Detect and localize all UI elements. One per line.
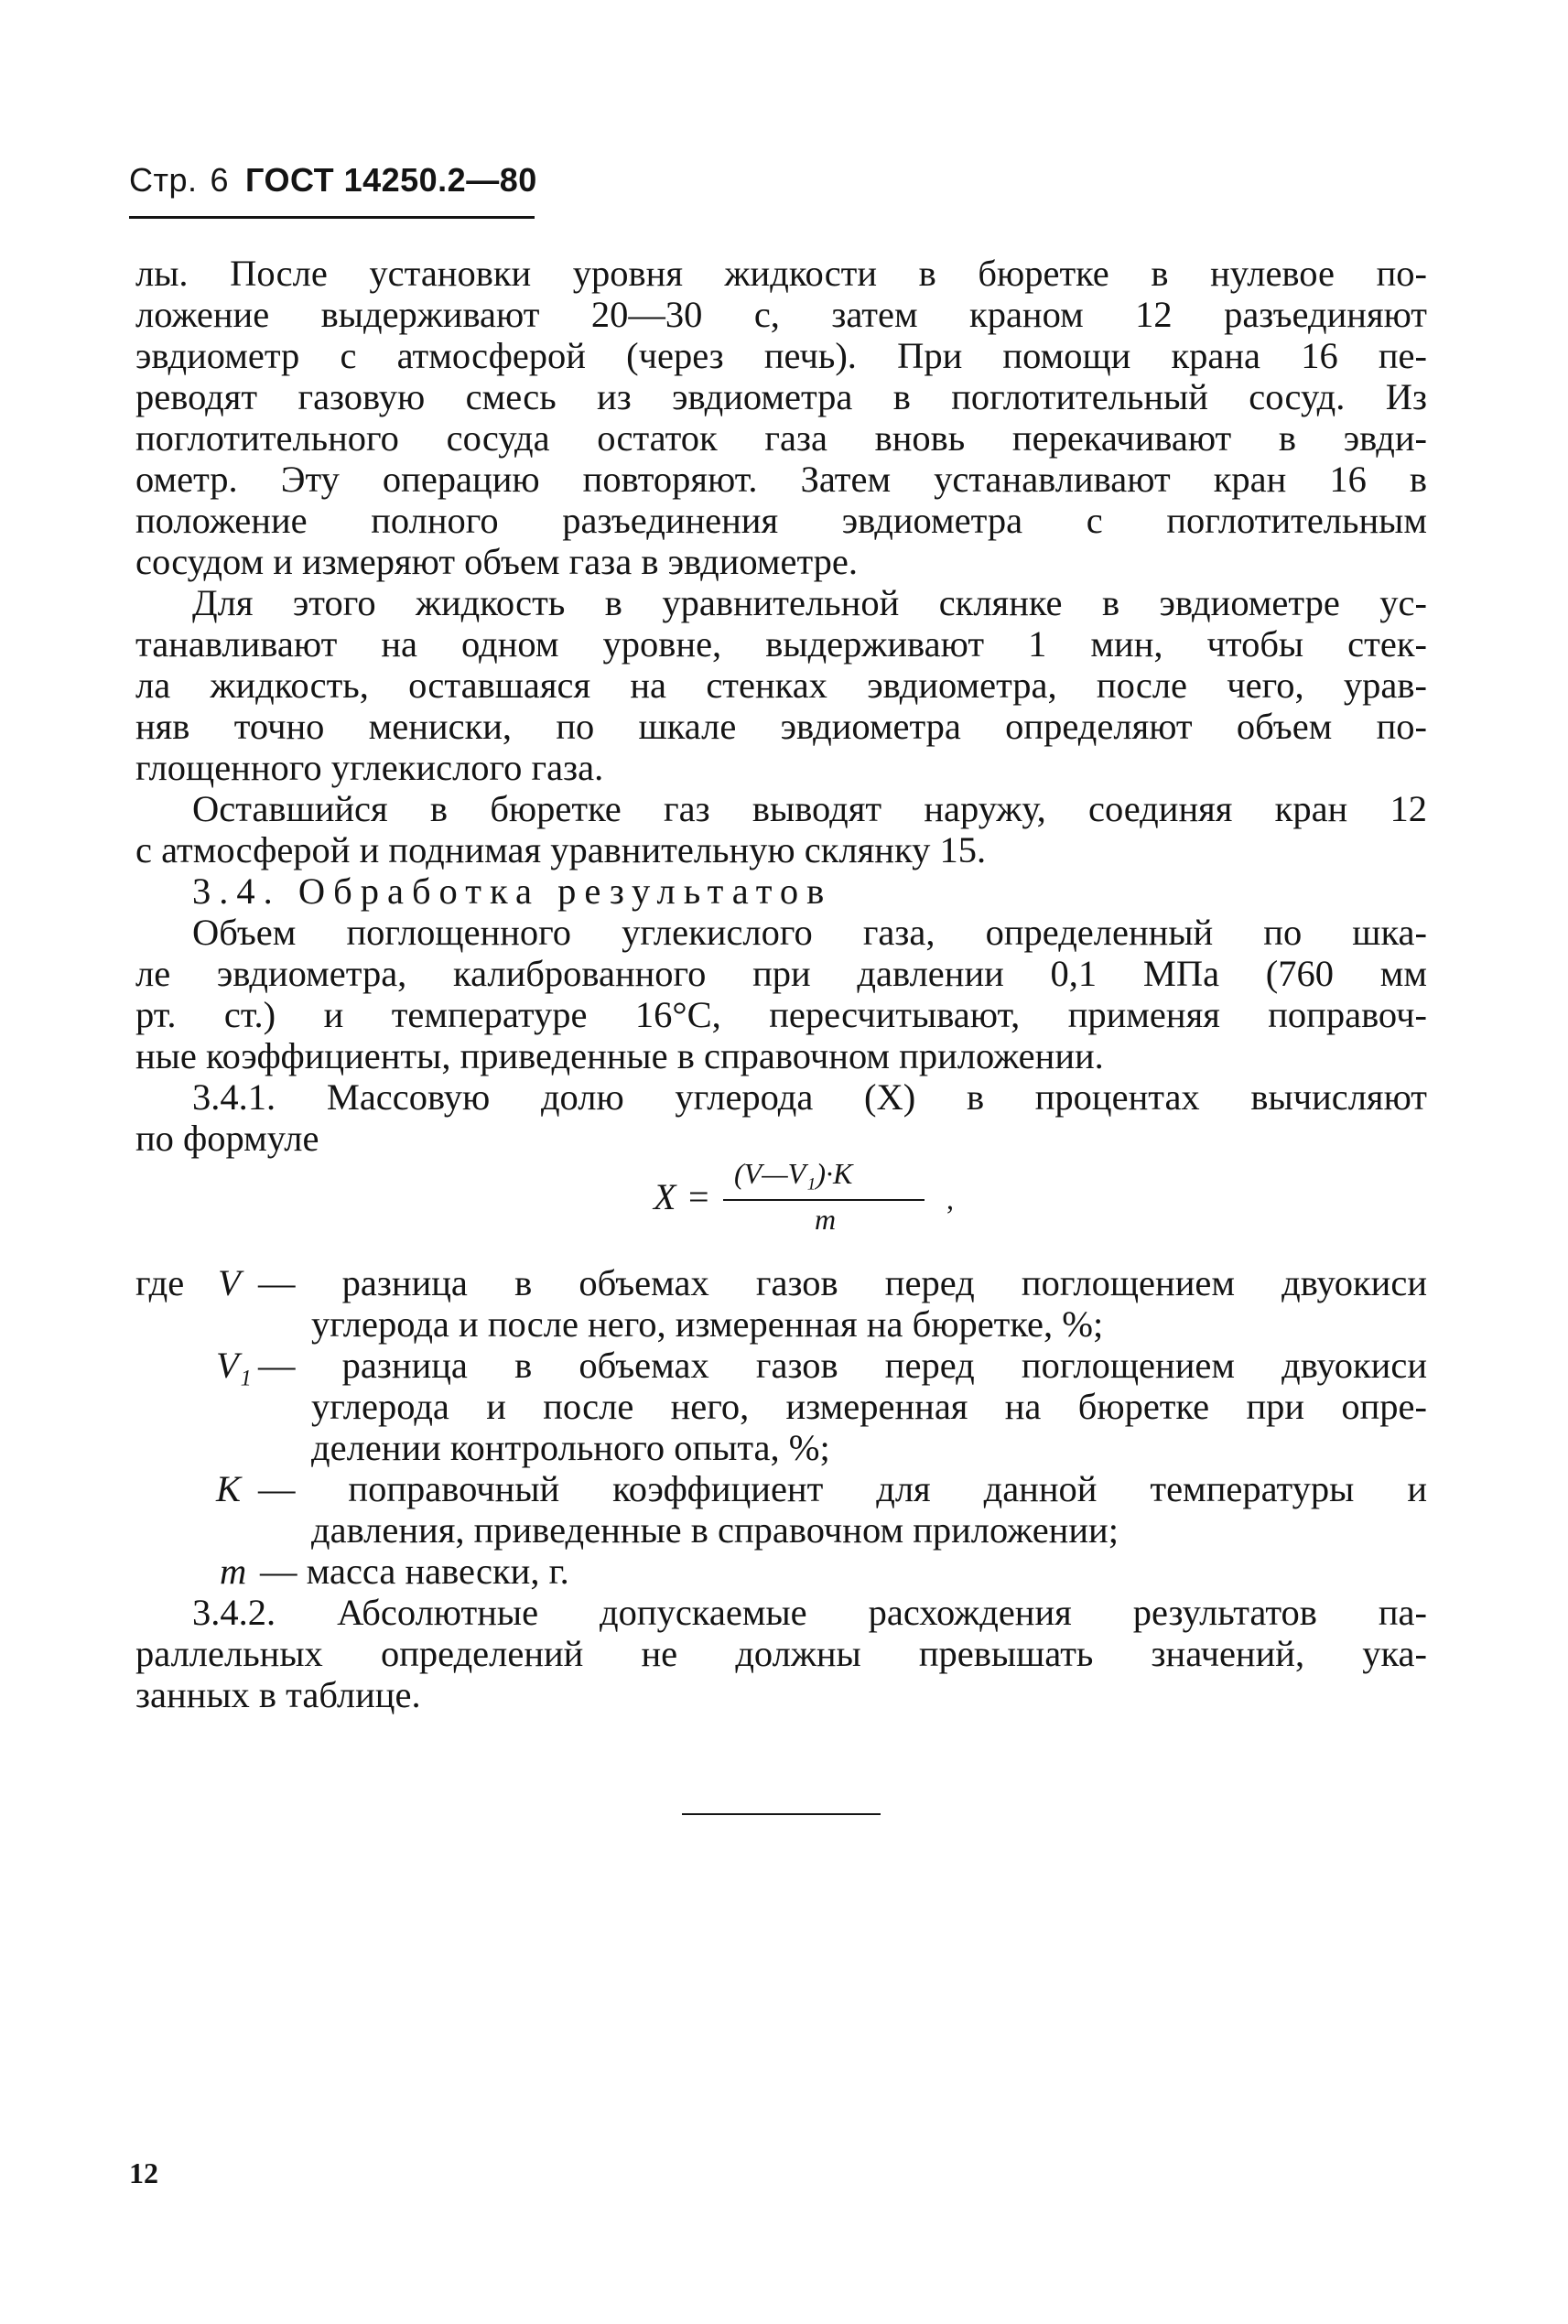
definition-line: делении контрольного опыта, %; xyxy=(311,1427,830,1468)
standard-designation: ГОСТ 14250.2—80 xyxy=(245,161,537,199)
definition-line: углерода и после него, измеренная на бюретке, %; xyxy=(311,1303,1104,1345)
text-line: глощенного углекислого газа. xyxy=(135,747,604,788)
symbol-v: V xyxy=(218,1262,241,1303)
formula-numerator: (V—V₁)·K xyxy=(734,1157,853,1190)
definitions-intro: где xyxy=(135,1262,185,1303)
text-line: раллельных определений не должны превышать значений, ука- xyxy=(135,1633,1427,1674)
footer-page-number: 12 xyxy=(129,2156,158,2189)
header-rule xyxy=(129,216,535,219)
text-line: Объем поглощенного углекислого газа, определенный по шка- xyxy=(192,912,1427,953)
text-line: Для этого жидкость в уравнительной склянке в эвдиометре ус- xyxy=(192,582,1427,623)
end-rule xyxy=(682,1813,881,1815)
definition-line: давления, приведенные в справочном приложении; xyxy=(311,1509,1119,1551)
text-line: реводят газовую смесь из эвдиометра в поглотительный сосуд. Из xyxy=(135,376,1427,417)
text-line: ометр. Эту операцию повторяют. Затем устанавливают кран 16 в xyxy=(135,459,1427,500)
text-line: положение полного разъединения эвдиометра с поглотительным xyxy=(135,500,1427,541)
page-label: Стр. xyxy=(129,161,198,199)
text-line: с атмосферой и поднимая уравнительную склянку 15. xyxy=(135,829,987,870)
text-line: эвдиометр с атмосферой (через печь). При помощи крана 16 пе- xyxy=(135,335,1427,376)
text-line: 3.4.2. Абсолютные допускаемые расхождения результатов па- xyxy=(192,1592,1427,1633)
text-line: няв точно мениски, по шкале эвдиометра определяют объем по- xyxy=(135,706,1427,747)
definition-line: — масса навески, г. xyxy=(260,1551,569,1592)
definition-line: — поправочный коэффициент для данной температуры и xyxy=(258,1468,1427,1509)
text-line: 3.4.1. Массовую долю углерода (X) в процентах вычисляют xyxy=(192,1076,1427,1118)
text-line: по формуле xyxy=(135,1118,319,1159)
running-header xyxy=(129,161,537,200)
section-heading: 3.4. Обработка результатов xyxy=(192,870,833,912)
definition-line: — разница в объемах газов перед поглощением двуокиси xyxy=(258,1262,1427,1303)
text-line: ные коэффициенты, приведенные в справочном приложении. xyxy=(135,1035,1104,1076)
carbon-formula xyxy=(654,1157,965,1243)
symbol-k: K xyxy=(216,1468,242,1509)
formula-comma: , xyxy=(946,1183,954,1216)
definition-line: углерода и после него, измеренная на бюретке при опре- xyxy=(311,1386,1427,1427)
text-line: сосудом и измеряют объем газа в эвдиометре. xyxy=(135,541,858,582)
definition-line: — разница в объемах газов перед поглощением двуокиси xyxy=(258,1345,1427,1386)
header-page-number: 6 xyxy=(210,161,230,199)
symbol-v1: V₁ xyxy=(216,1345,252,1386)
fraction-bar xyxy=(723,1199,925,1201)
symbol-m: m xyxy=(220,1551,247,1592)
text-line: ле эвдиометра, калиброванного при давлении 0,1 МПа (760 мм xyxy=(135,953,1427,994)
text-line: ла жидкость, оставшаяся на стенках эвдиометра, после чего, урав- xyxy=(135,665,1427,706)
formula-lhs: X xyxy=(654,1176,676,1217)
text-line: ложение выдерживают 20—30 с, затем краном 12 разъединяют xyxy=(135,294,1427,335)
formula-equals: = xyxy=(688,1176,709,1217)
text-line: поглотительного сосуда остаток газа вновь перекачивают в эвди- xyxy=(135,417,1427,459)
text-line: рт. ст.) и температуре 16°С, пересчитывают, применяя поправоч- xyxy=(135,994,1427,1035)
text-line: танавливают на одном уровне, выдерживают 1 мин, чтобы стек- xyxy=(135,623,1427,665)
text-line: Оставшийся в бюретке газ выводят наружу, соединяя кран 12 xyxy=(192,788,1427,829)
formula-denominator: m xyxy=(815,1203,837,1236)
text-line: занных в таблице. xyxy=(135,1674,421,1715)
text-line: лы. После установки уровня жидкости в бюретке в нулевое по- xyxy=(135,253,1427,294)
